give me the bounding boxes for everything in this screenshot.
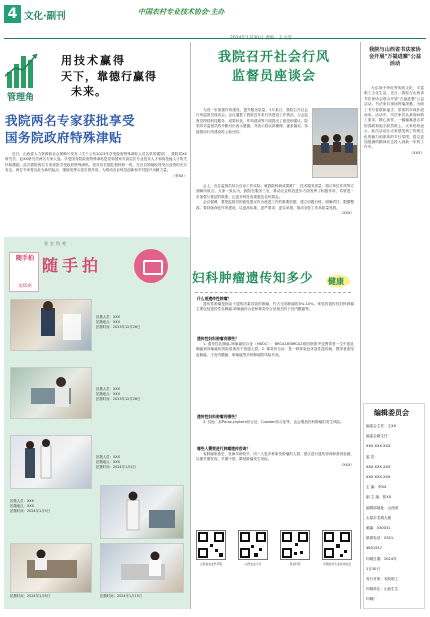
- qr-label-2: 山西农业大学: [244, 562, 262, 566]
- article2-source: （XXX）: [339, 211, 354, 216]
- editorial-line: XXX XXX XXX: [366, 475, 391, 479]
- qr-label-3: 晋农科苑: [289, 562, 301, 566]
- article3-body-4: 有肿瘤家族史、发病年龄较早、同一人患多种原发肿瘤的人群，建议进行遗传咨询和基因检测，以便早期发现、早期干预，降低肿瘤发生风险。 （XXX）: [196, 452, 354, 467]
- photo-2-caption: 拍摄人员：XXX 拍摄地点：XXX 拍摄时间：2023年12月28日: [96, 387, 141, 401]
- masthead-logo: 中国农村专业技术协会·主办: [138, 7, 225, 16]
- health-icon: [324, 272, 356, 288]
- article1-source: （李XX）: [171, 173, 187, 178]
- article3-headline: 妇科肿瘤遗传知多少: [192, 270, 314, 285]
- article2-headline: [196, 48, 352, 86]
- article1-headline: [5, 112, 187, 146]
- photo-feature: [4, 237, 190, 609]
- editorial-line: XXX XXX XXX: [366, 444, 391, 449]
- qr-code-1[interactable]: [196, 530, 226, 560]
- feature-tag-title: 随手拍: [15, 255, 34, 262]
- article1-headline-line2: 国务院政府特殊津贴: [5, 130, 123, 145]
- editorial-line: 委 员：: [366, 454, 378, 459]
- article1-headline-line1: 我院两名专家获批享受: [5, 113, 136, 128]
- banner-brand: 管理角: [7, 93, 35, 103]
- article1-body: [5, 152, 187, 234]
- photo-2: [10, 367, 92, 419]
- editorial-line: 联系电话：0351-: [366, 536, 395, 541]
- feature-tag: [9, 252, 39, 292]
- article3-subhead-1: 什么是遗传性肿瘤？: [197, 296, 232, 301]
- column-divider-left: [190, 42, 191, 609]
- health-icon-label: 健康: [328, 276, 344, 286]
- qr-code-2[interactable]: [238, 530, 268, 560]
- header-rule: [4, 38, 426, 39]
- feature-tag-number: 第65期: [18, 283, 32, 288]
- page-number: 4: [4, 5, 21, 23]
- right-article-body: 为弘扬中华优秀传统文化，丰富职工文化生活，近日，我院与山西省书法家协会联合开展"万福进寨"公益活动。书法家们现场挥毫泼墨，为职工书写春联和福字，浓浓的年味扑面而来。活动中，书法家们认真询问职工需求，精心创作，一幅幅寓意吉祥的春联和福字跃然纸上。大家纷纷表示，此次活动让大家感受到了传统文化的魅力和浓浓的节日氛围，将以更加饱满的精神状态投入到新一年的工作中。 （XXX）: [364, 86, 424, 155]
- article3-source: （XXX）: [339, 462, 354, 467]
- feature-title: 随手拍: [42, 256, 103, 275]
- article3-body-2: 1. 遗传性乳腺癌-卵巢癌综合征（HBOC）：BRCA1和BRCA2基因胚系突变携带者一生中患乳腺癌和卵巢癌的风险显著高于普通人群。2. 林奇综合征：是一种常染色体显性遗传病，携带者患结直肠癌、子宫内膜癌、卵巢癌等多种肿瘤的风险升高。: [196, 342, 354, 357]
- article3-subhead-3: 遗传性妇科肿瘤有哪些？: [197, 414, 239, 419]
- photo-6: [100, 543, 184, 593]
- editorial-line: 太原市龙城大街: [366, 515, 392, 520]
- photo-5: [10, 543, 92, 593]
- editorial-line: 印刷日期：2024年: [366, 556, 397, 561]
- editorial-line: 邮编：030031: [366, 526, 391, 530]
- article2-body-2: 会上，各位监督员结合自身工作实际，就我院科研成果推广、技术服务质量、窗口单位作风等方面畅所欲言。大家一致认为，我院在服务三农、推动农业科技进步方面发挥了积极作用，希望进一步加强与基层的联系，让更多科技成果惠及农民群众。 会议强调，要把监督员的意见建议作为改进工作的重要依据，建立问题台账，明确责任，限期整改。要持续深化作风建设，以更高标准、更严要求、更实举措，推动全院工作高质量发展。 （XXX）: [196, 184, 354, 216]
- photo-3-caption: 拍摄人员：XXX 拍摄地点：XXX 拍摄时间：2024年1月4日: [96, 455, 137, 469]
- editorial-line: 主 编：李XX: [366, 485, 387, 490]
- qr-label-4: 中国农村专业技术协会: [323, 562, 351, 566]
- editorial-line: 发行对象：本院职工: [366, 577, 399, 581]
- trend-arrow-icon: [5, 50, 41, 80]
- photo-4: [100, 485, 184, 539]
- article3-divider: [195, 292, 351, 293]
- photo-1: [10, 299, 92, 351]
- banner-motto-line3: 未来。: [71, 85, 107, 98]
- photo-4-caption: 拍摄人员：XXX 拍摄地点：XXX 拍摄时间：2024年1月5日: [10, 499, 51, 513]
- photo-1-caption: 拍摄人员：XXX 拍摄地点：XXX 拍摄时间：2023年12月26日: [96, 315, 141, 329]
- editorial-line: 编辑部地址：山西省: [366, 505, 399, 510]
- qr-code-4[interactable]: [322, 530, 352, 560]
- qr-code-3[interactable]: [280, 530, 310, 560]
- banner-motto-line2: 天下，靠德行赢得: [61, 70, 157, 83]
- editorial-board-title: 编辑委员会: [374, 409, 409, 417]
- article3-body-1: 遗传性肿瘤是指由于遗传因素导致的肿瘤，约占全部肿瘤的5%-10%。常见的遗传性妇科肿瘤主要包括遗传性乳腺癌-卵巢癌综合征和林奇综合征相关的子宫内膜癌等。: [196, 302, 354, 312]
- qr-label-1: 山西省农业科学院: [199, 562, 223, 566]
- editorial-line: 编委会主任：王XX: [366, 424, 397, 428]
- article3-subhead-4: 哪些人需要进行肿瘤遗传咨询？: [197, 446, 251, 451]
- editorial-line: 1月30日: [366, 566, 381, 571]
- right-article-title: 我院与山西省书法家协会开展"万福进寨"公益活动: [368, 47, 422, 67]
- article2-headline-line1: 我院召开社会行风: [217, 50, 330, 65]
- editorial-line: 印刷厂: [366, 597, 377, 602]
- photo-5-caption: 拍摄时间：2024年1月8日: [10, 594, 51, 598]
- photo-6-caption: 拍摄时间：2024年1月15日: [100, 594, 143, 598]
- right-article-source: （XXX）: [409, 150, 424, 155]
- feature-series: 晋农科苑: [44, 241, 68, 246]
- management-banner: [5, 42, 185, 108]
- article3-subhead-2: 遗传性妇科肿瘤有哪些？: [197, 336, 239, 341]
- editorial-line: 副 主 编：张XX: [366, 495, 392, 500]
- article2-photo: [312, 108, 358, 178]
- article2-body-1: 为进一步加强作风建设，提升服务质量，1月某日，我院召开社会行风监督员座谈会。会议通报了我院近年来行风建设工作情况，与会监督员围绕科技服务、成果转化、作风建设等方面提出了意见和建议。院领导对监督员的辛勤付出表示感谢，并表示将认真梳理、逐条落实，持续推动行风建设再上新台阶。: [196, 108, 308, 134]
- editorial-line: 编委会副主任：: [366, 434, 392, 439]
- editorial-line: 印刷单位：山西生生: [366, 587, 399, 592]
- banner-motto-line1: 用技术赢得: [61, 54, 126, 67]
- section-name: 文化·副刊: [24, 11, 66, 22]
- editorial-line: 4651547: [366, 546, 383, 551]
- column-divider-right: [360, 42, 361, 609]
- page-header: [4, 3, 426, 37]
- photo-3: [10, 435, 92, 489]
- qr-code-row: [192, 530, 362, 574]
- camera-icon: [134, 249, 168, 283]
- article1-paragraph: 近日，山西省人力资源和社会保障厅发布《关于公布2023年享受政府特殊津贴人员名单的通知》，我院刘XX研究员、赵XX研究员两名专家入选。享受国务院政府特殊津贴是党和国家对高层次专业技术人才和高技能人才的关怀和激励。此次我院两名专家获批享受政府特殊津贴，是对其长期扎根科研一线、在各自领域取得突出业绩的充分肯定。两位专家将以此为新的起点，继续发挥示范引领作用，为推动农业科技创新和乡村振兴贡献力量。: [5, 152, 187, 173]
- editorial-line: XXX XXX XXX: [366, 464, 391, 469]
- article2-headline-line2: 监督员座谈会: [231, 69, 316, 84]
- article3-body-3: 3. 其他：如Peutz-Jeghers综合征、Cowden综合征等，也会增加妇科肿瘤的发生风险。: [203, 420, 344, 424]
